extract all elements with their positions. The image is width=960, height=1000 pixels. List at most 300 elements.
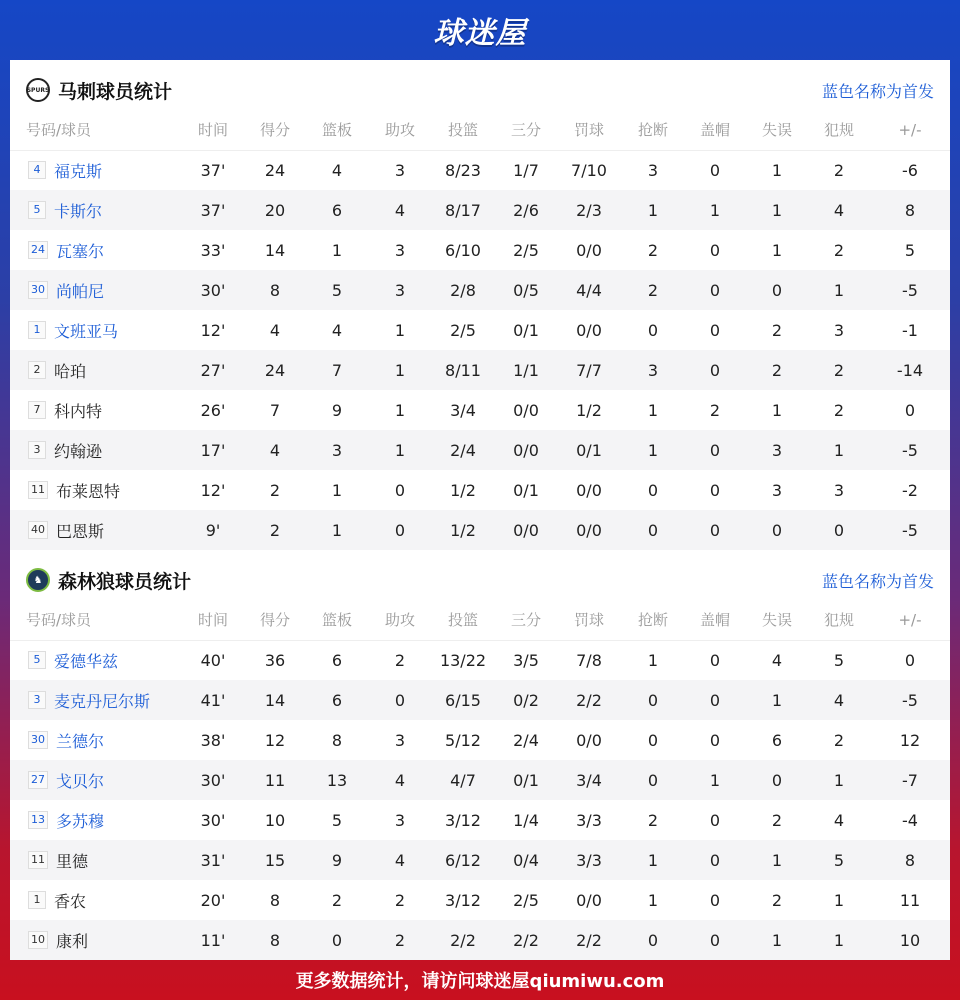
column-header: +/- — [870, 600, 950, 640]
column-header: 盖帽 — [684, 600, 746, 640]
stat-cell: 7 — [304, 350, 370, 390]
stat-cell: 3 — [394, 240, 406, 260]
player-cell — [10, 640, 180, 680]
stat-cell: 1 — [622, 190, 684, 230]
player-name-link[interactable]: 麦克丹尼尔斯 — [54, 691, 151, 711]
player-row[interactable] — [10, 310, 950, 350]
stat-cell: 37' — [180, 190, 246, 230]
stat-cell: 1 — [771, 240, 783, 260]
player-row[interactable] — [10, 680, 950, 720]
wolves-starter-note: 蓝色名称为首发 — [821, 571, 934, 591]
stat-cell: 0/5 — [496, 270, 556, 310]
column-header: 助攻 — [370, 110, 430, 150]
stat-cell: -4 — [902, 810, 918, 830]
player-cell — [10, 840, 180, 880]
stat-cell: 8 — [331, 730, 343, 750]
stat-cell: 31' — [180, 840, 246, 880]
stat-cell: 3 — [394, 810, 406, 830]
stat-cell: 2/2 — [430, 920, 496, 960]
column-header: 号码/球员 — [10, 110, 180, 150]
player-cell — [10, 270, 180, 310]
footer-banner — [0, 960, 960, 1000]
player-row[interactable] — [10, 880, 950, 920]
footer-link-text[interactable]: 更多数据统计，请访问球迷屋qiumiwu.com — [295, 971, 665, 992]
stat-cell: 0 — [684, 680, 746, 720]
stat-cell: 5 — [304, 270, 370, 310]
stat-cell: 7/8 — [576, 650, 602, 670]
stat-cell: 6 — [304, 190, 370, 230]
player-cell — [10, 920, 180, 960]
stat-cell: 1/2 — [576, 400, 602, 420]
stat-cell: 13 — [304, 760, 370, 800]
stat-cell: -5 — [870, 270, 950, 310]
stat-cell: 41' — [180, 680, 246, 720]
player-name-link[interactable]: 卡斯尔 — [54, 201, 103, 221]
stat-cell: 0/0 — [513, 400, 539, 420]
stat-cell: 0 — [709, 480, 721, 500]
stat-cell: 4 — [808, 190, 870, 230]
column-header: 助攻 — [370, 600, 430, 640]
column-header: 篮板 — [304, 600, 370, 640]
player-row[interactable] — [10, 720, 950, 760]
stat-cell: 1 — [833, 890, 845, 910]
stat-cell: 0/0 — [576, 890, 602, 910]
stat-cell: 2 — [808, 350, 870, 390]
stat-cell: 17' — [180, 430, 246, 470]
stat-cell: 30' — [180, 760, 246, 800]
column-header: 失误 — [746, 110, 808, 150]
stat-cell: 3 — [746, 430, 808, 470]
column-header: +/- — [870, 110, 950, 150]
stat-cell: 37' — [200, 160, 226, 180]
stat-cell: 4 — [771, 650, 783, 670]
stat-cell: 0/0 — [496, 510, 556, 550]
stat-cell: 1 — [746, 920, 808, 960]
stat-cell: 0 — [709, 160, 721, 180]
jersey-number-badge: 30 — [28, 281, 48, 299]
stat-cell: 0 — [684, 840, 746, 880]
stat-cell: 0/0 — [556, 510, 622, 550]
stat-cell: 3/3 — [556, 840, 622, 880]
stat-cell: 7 — [269, 400, 281, 420]
stat-cell: 12' — [200, 320, 226, 340]
stat-cell: 0 — [684, 430, 746, 470]
stat-cell: 0 — [622, 680, 684, 720]
jersey-number-badge: 10 — [28, 931, 48, 949]
player-row[interactable] — [10, 920, 950, 960]
column-header: 盖帽 — [684, 110, 746, 150]
player-cell — [10, 510, 180, 550]
wolves-section-title: 森林狼球员统计 — [58, 570, 192, 593]
stat-cell: 0/0 — [576, 480, 602, 500]
stat-cell: -5 — [870, 430, 950, 470]
stat-cell: 1 — [647, 890, 659, 910]
stat-cell: 2/2 — [496, 920, 556, 960]
player-name-link[interactable]: 戈贝尔 — [56, 771, 105, 791]
stat-cell: 1/1 — [496, 350, 556, 390]
player-cell — [10, 230, 180, 270]
stat-cell: 9' — [180, 510, 246, 550]
player-name-link[interactable]: 布莱恩特 — [56, 481, 121, 501]
stat-cell: 2/5 — [513, 240, 539, 260]
stat-cell: 1 — [746, 680, 808, 720]
player-row[interactable] — [10, 150, 950, 190]
stat-cell: 8 — [870, 840, 950, 880]
player-row[interactable] — [10, 800, 950, 840]
stat-cell: 3/3 — [576, 810, 602, 830]
stat-cell: 0/4 — [496, 840, 556, 880]
stat-cell: 3/12 — [445, 810, 481, 830]
stat-cell: 2 — [833, 160, 845, 180]
stat-cell: 5 — [331, 810, 343, 830]
stat-cell: 2 — [331, 890, 343, 910]
stat-cell: 10 — [264, 810, 286, 830]
player-row[interactable] — [10, 230, 950, 270]
stat-cell: 0 — [684, 270, 746, 310]
stat-cell: 3 — [833, 480, 845, 500]
stat-cell: 1 — [771, 400, 783, 420]
stat-cell: 0 — [622, 510, 684, 550]
jersey-number-badge: 5 — [28, 651, 46, 669]
player-name-link[interactable]: 爱德华兹 — [54, 651, 119, 671]
spurs-starter-note: 蓝色名称为首发 — [821, 81, 934, 101]
stat-cell: -5 — [870, 680, 950, 720]
stat-cell: 1/4 — [513, 810, 539, 830]
stat-cell: 1 — [394, 320, 406, 340]
column-header: 得分 — [246, 600, 304, 640]
player-name-link[interactable]: 兰德尔 — [56, 731, 105, 751]
stat-cell: 2/5 — [450, 320, 476, 340]
stat-cell: 8/11 — [430, 350, 496, 390]
stat-cell: 40' — [200, 650, 226, 670]
player-name-link[interactable]: 香农 — [54, 891, 87, 911]
column-header: 抢断 — [622, 110, 684, 150]
player-cell — [10, 150, 180, 190]
stat-cell: 0 — [622, 920, 684, 960]
stat-cell: 2 — [394, 650, 406, 670]
player-cell — [10, 800, 180, 840]
player-name-link[interactable]: 里德 — [56, 851, 89, 871]
stat-cell: 1 — [647, 400, 659, 420]
column-header: 时间 — [180, 110, 246, 150]
stat-cell: 0 — [647, 320, 659, 340]
stat-cell: 1 — [331, 240, 343, 260]
stat-cell: 1 — [808, 430, 870, 470]
column-header: 三分 — [496, 110, 556, 150]
spurs-stats-table — [10, 110, 950, 550]
stats-panel — [10, 60, 950, 960]
stat-cell: 1 — [304, 510, 370, 550]
stat-cell: 24 — [246, 350, 304, 390]
stat-cell: 2/6 — [496, 190, 556, 230]
stat-cell: 3 — [394, 160, 406, 180]
stat-cell: 4 — [269, 320, 281, 340]
player-cell — [10, 430, 180, 470]
stat-cell: 1 — [647, 650, 659, 670]
stat-cell: 2/4 — [513, 730, 539, 750]
stat-cell: 2 — [370, 920, 430, 960]
stat-cell: 0/1 — [556, 430, 622, 470]
stat-cell: 24 — [264, 160, 286, 180]
player-row[interactable] — [10, 190, 950, 230]
stat-cell: 2/2 — [556, 680, 622, 720]
stat-cell: 0 — [709, 650, 721, 670]
stat-cell: 4 — [370, 840, 430, 880]
stat-cell: 5 — [808, 840, 870, 880]
stat-cell: 8 — [269, 890, 281, 910]
stat-cell: 0 — [709, 240, 721, 260]
stat-cell: 0 — [304, 920, 370, 960]
stat-cell: 3/5 — [513, 650, 539, 670]
player-cell — [10, 190, 180, 230]
stat-cell: 11 — [246, 760, 304, 800]
table-header-row — [10, 600, 950, 640]
stat-cell: 33' — [200, 240, 226, 260]
stat-cell: 12' — [200, 480, 226, 500]
stat-cell: 3/12 — [445, 890, 481, 910]
jersey-number-badge: 30 — [28, 731, 48, 749]
stat-cell: 20 — [246, 190, 304, 230]
stat-cell: 0 — [370, 680, 430, 720]
player-row[interactable] — [10, 390, 950, 430]
stat-cell: 0 — [746, 760, 808, 800]
stat-cell: 0 — [684, 920, 746, 960]
player-name-link[interactable]: 福克斯 — [54, 161, 103, 181]
stat-cell: 1 — [684, 190, 746, 230]
stat-cell: 1 — [771, 160, 783, 180]
stat-cell: 6/15 — [430, 680, 496, 720]
stat-cell: 8 — [870, 190, 950, 230]
stat-cell: 0/1 — [513, 480, 539, 500]
stat-cell: 2 — [833, 730, 845, 750]
stat-cell: 26' — [200, 400, 226, 420]
spurs-section-title: 马刺球员统计 — [58, 80, 173, 103]
column-header: 投篮 — [430, 110, 496, 150]
stat-cell: 3 — [370, 270, 430, 310]
stat-cell: 1 — [746, 190, 808, 230]
player-row[interactable] — [10, 640, 950, 680]
player-cell — [10, 880, 180, 920]
stat-cell: 8 — [246, 270, 304, 310]
stat-cell: 0/0 — [576, 730, 602, 750]
stat-cell: 4 — [246, 430, 304, 470]
stat-cell: 0/0 — [576, 240, 602, 260]
stat-cell: 4 — [808, 680, 870, 720]
stat-cell: 0/1 — [513, 320, 539, 340]
spurs-logo-icon: SPURS — [26, 78, 50, 102]
stat-cell: 0 — [746, 270, 808, 310]
stat-cell: 2/8 — [430, 270, 496, 310]
column-header: 号码/球员 — [10, 600, 180, 640]
player-name-link[interactable]: 巴恩斯 — [56, 521, 105, 541]
player-name-link[interactable]: 康利 — [56, 931, 89, 951]
wolves-logo-icon: ♞ — [26, 568, 50, 592]
stat-cell: 9 — [331, 400, 343, 420]
stat-cell: 30' — [200, 810, 226, 830]
stat-cell: 2/2 — [556, 920, 622, 960]
jersey-number-badge: 27 — [28, 771, 48, 789]
stat-cell: 0 — [746, 510, 808, 550]
stat-cell: 6 — [331, 650, 343, 670]
stat-cell: 0 — [709, 810, 721, 830]
jersey-number-badge: 24 — [28, 241, 48, 259]
stat-cell: 11' — [180, 920, 246, 960]
stat-cell: 1 — [808, 920, 870, 960]
table-header-row — [10, 110, 950, 150]
stat-cell: 1 — [808, 270, 870, 310]
jersey-number-badge: 1 — [28, 321, 46, 339]
stat-cell: -1 — [902, 320, 918, 340]
stat-cell: 0 — [684, 350, 746, 390]
stat-cell: 20' — [200, 890, 226, 910]
stat-cell: 36 — [264, 650, 286, 670]
stat-cell: -2 — [902, 480, 918, 500]
player-cell — [10, 390, 180, 430]
stat-cell: 2/5 — [513, 890, 539, 910]
player-name-link[interactable]: 约翰逊 — [54, 441, 103, 461]
stat-cell: 2 — [647, 240, 659, 260]
stat-cell: 5 — [904, 240, 916, 260]
stat-cell: 13/22 — [439, 650, 487, 670]
stat-cell: 2 — [709, 400, 721, 420]
stat-cell: 8/23 — [445, 160, 481, 180]
stat-cell: -5 — [870, 510, 950, 550]
stat-cell: 5/12 — [445, 730, 481, 750]
stat-cell: 1 — [808, 760, 870, 800]
stat-cell: 11 — [899, 890, 921, 910]
stat-cell: 0 — [904, 650, 916, 670]
stat-cell: 2 — [771, 320, 783, 340]
stat-cell: 2 — [833, 400, 845, 420]
stat-cell: -6 — [902, 160, 918, 180]
stat-cell: 6/10 — [445, 240, 481, 260]
stat-cell: 0 — [808, 510, 870, 550]
column-header: 时间 — [180, 600, 246, 640]
stat-cell: 6 — [304, 680, 370, 720]
player-row[interactable] — [10, 760, 950, 800]
stat-cell: 3 — [622, 350, 684, 390]
stat-cell: 3 — [647, 160, 659, 180]
stat-cell: 2 — [394, 890, 406, 910]
jersey-number-badge: 7 — [28, 401, 46, 419]
column-header: 失误 — [746, 600, 808, 640]
stat-cell: 1 — [684, 760, 746, 800]
stat-cell: 4/4 — [556, 270, 622, 310]
jersey-number-badge: 5 — [28, 201, 46, 219]
stat-cell: 4 — [370, 760, 430, 800]
stat-cell: 1 — [746, 840, 808, 880]
stat-cell: 0 — [904, 400, 916, 420]
player-cell — [10, 310, 180, 350]
player-cell — [10, 680, 180, 720]
brand-header — [0, 0, 960, 60]
player-name-link[interactable]: 瓦塞尔 — [56, 241, 105, 261]
stat-cell: 4 — [833, 810, 845, 830]
stat-cell: 1 — [622, 430, 684, 470]
stat-cell: -7 — [870, 760, 950, 800]
player-row[interactable] — [10, 510, 950, 550]
stat-cell: 9 — [304, 840, 370, 880]
stat-cell: 2 — [746, 350, 808, 390]
column-header: 犯规 — [808, 110, 870, 150]
player-row[interactable] — [10, 270, 950, 310]
player-name-link[interactable]: 多苏穆 — [56, 811, 105, 831]
player-row[interactable] — [10, 430, 950, 470]
stat-cell: 14 — [264, 240, 286, 260]
stat-cell: 12 — [264, 730, 286, 750]
stat-cell: 14 — [246, 680, 304, 720]
stat-cell: 5 — [833, 650, 845, 670]
brand-logo: 球迷屋 — [433, 16, 527, 51]
stat-cell: 2 — [647, 810, 659, 830]
stat-cell: 7/10 — [571, 160, 607, 180]
wolves-title-group — [26, 567, 191, 594]
stat-cell: 8 — [246, 920, 304, 960]
stat-cell: 7/7 — [556, 350, 622, 390]
column-header: 篮板 — [304, 110, 370, 150]
player-cell — [10, 760, 180, 800]
stat-cell: 2 — [269, 480, 281, 500]
column-header: 罚球 — [556, 110, 622, 150]
column-header: 投篮 — [430, 600, 496, 640]
stat-cell: -14 — [870, 350, 950, 390]
jersey-number-badge: 11 — [28, 481, 48, 499]
stat-cell: 3/4 — [450, 400, 476, 420]
stat-cell: 1 — [370, 430, 430, 470]
column-header: 罚球 — [556, 600, 622, 640]
stat-cell: 2 — [833, 240, 845, 260]
stat-cell: 12 — [899, 730, 921, 750]
player-name-link[interactable]: 尚帕尼 — [56, 281, 105, 301]
jersey-number-badge: 13 — [28, 811, 48, 829]
stat-cell: 1 — [394, 400, 406, 420]
jersey-number-badge: 2 — [28, 361, 46, 379]
stat-cell: 4 — [331, 320, 343, 340]
stat-cell: 0 — [684, 510, 746, 550]
column-header: 抢断 — [622, 600, 684, 640]
stat-cell: 30' — [180, 270, 246, 310]
stat-cell: 0 — [370, 510, 430, 550]
player-name-link[interactable]: 哈珀 — [54, 361, 87, 381]
stat-cell: 6/12 — [430, 840, 496, 880]
stat-cell: 27' — [180, 350, 246, 390]
stat-cell: 15 — [246, 840, 304, 880]
stat-cell: 3/4 — [556, 760, 622, 800]
jersey-number-badge: 3 — [28, 441, 46, 459]
stat-cell: 2/3 — [556, 190, 622, 230]
stat-cell: 38' — [200, 730, 226, 750]
stat-cell: 1 — [622, 840, 684, 880]
player-name-link[interactable]: 文班亚马 — [54, 321, 119, 341]
stat-cell: 2 — [771, 810, 783, 830]
stat-cell: 6 — [771, 730, 783, 750]
player-row[interactable] — [10, 350, 950, 390]
wolves-stats-table — [10, 600, 950, 960]
player-cell — [10, 470, 180, 510]
player-row[interactable] — [10, 470, 950, 510]
stat-cell: 0/0 — [496, 430, 556, 470]
player-name-link[interactable]: 科内特 — [54, 401, 103, 421]
stat-cell: 0 — [709, 890, 721, 910]
spurs-title-group — [26, 77, 172, 104]
player-cell — [10, 350, 180, 390]
column-header: 犯规 — [808, 600, 870, 640]
jersey-number-badge: 3 — [28, 691, 46, 709]
player-row[interactable] — [10, 840, 950, 880]
column-header: 三分 — [496, 600, 556, 640]
stat-cell: 3 — [833, 320, 845, 340]
stat-cell: 4/7 — [430, 760, 496, 800]
